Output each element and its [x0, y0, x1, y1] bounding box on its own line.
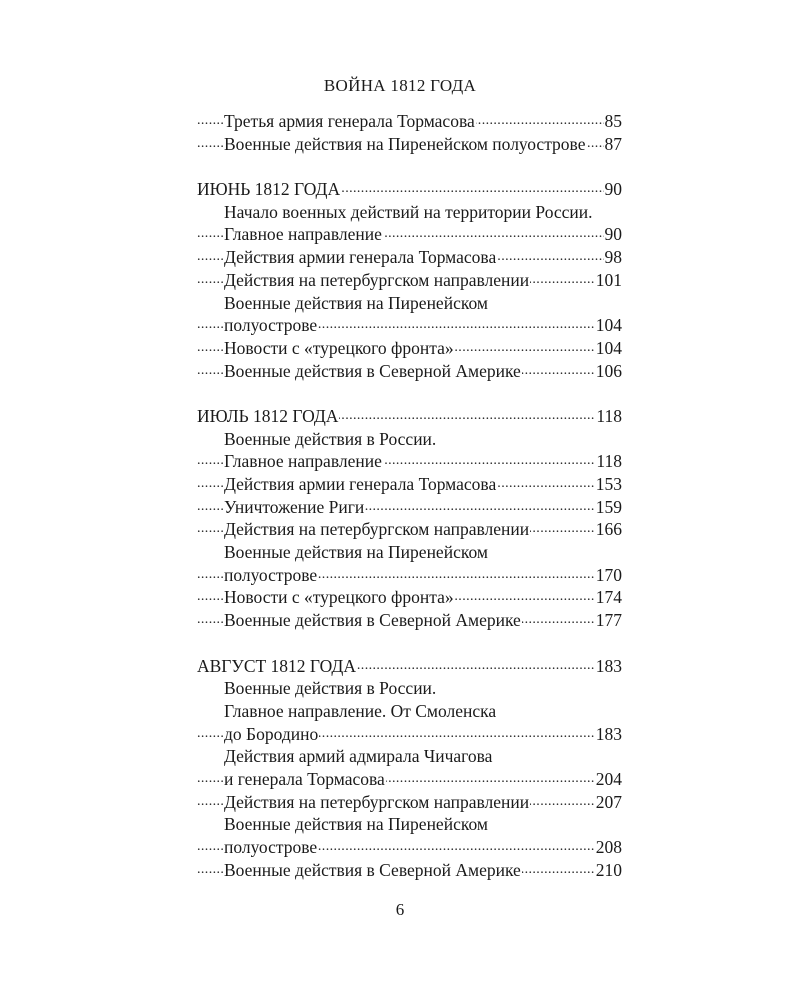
toc-entry-line — [197, 745, 622, 768]
section-page: 118 — [596, 405, 622, 426]
toc-entry-title: Военные действия на Пиренейском — [224, 292, 488, 313]
toc-entry-line — [197, 768, 622, 791]
toc-entry-page: 106 — [595, 360, 622, 381]
toc-entry-page: 98 — [604, 247, 622, 268]
toc-entry-line — [197, 813, 622, 836]
toc-entry-line — [197, 201, 622, 224]
toc-entry-title: Третья армия генерала Тормасова — [224, 111, 475, 131]
toc-entry-line — [197, 110, 622, 133]
section-page: 183 — [595, 655, 622, 676]
toc-entry-line — [197, 541, 622, 564]
toc-entry-line — [197, 859, 622, 882]
toc-entry-page: 118 — [596, 451, 622, 472]
toc-entry-title: Военные действия на Пиренейском полуострове — [224, 133, 586, 154]
toc-entry-page: 104 — [595, 315, 622, 336]
table-of-contents — [197, 110, 622, 881]
toc-entry-page: 177 — [595, 610, 622, 631]
section-title: ИЮНЬ 1812 ГОДА — [197, 179, 341, 200]
toc-entry-line — [197, 518, 622, 541]
running-head: ВОЙНА 1812 ГОДА — [323, 76, 477, 95]
toc-entry-line — [197, 360, 622, 383]
toc-entry-page: 104 — [595, 337, 622, 358]
toc-entry-page: 153 — [595, 474, 622, 494]
toc-section-heading — [197, 655, 622, 678]
toc-entry-line — [197, 791, 622, 814]
toc-section-heading — [197, 178, 622, 201]
toc-entry-page: 87 — [604, 133, 622, 154]
toc-entry-title: Главное направление — [224, 224, 382, 245]
toc-entry-line — [197, 723, 622, 746]
toc-entry-title: Действия армии генерала Тормасова — [224, 474, 497, 494]
toc-section — [197, 405, 622, 632]
toc-entry-title: и генерала Тормасова — [224, 768, 385, 789]
toc-entry-page: 90 — [604, 224, 622, 245]
toc-entry-title: Действия на петербургском направлении — [224, 519, 530, 540]
section-gap — [197, 632, 622, 655]
toc-entry-title: Начало военных действий на территории России. — [224, 201, 593, 222]
toc-entry-page: 207 — [595, 791, 622, 812]
toc-entry-title: Военные действия на Пиренейском — [224, 814, 488, 835]
toc-entry-line — [197, 269, 622, 292]
toc-entry-page: 174 — [595, 587, 622, 608]
toc-entry-title: Действия армий адмирала Чичагова — [224, 746, 493, 767]
toc-entry-line — [197, 836, 622, 859]
toc-entry-title: Главное направление — [224, 451, 382, 472]
toc-entry-title: полуострове — [224, 837, 318, 857]
toc-entry-title: Новости с «турецкого фронта» — [224, 587, 454, 608]
toc-entry-title: Военные действия в Северной Америке — [224, 859, 521, 880]
toc-entry-title: Военные действия в Северной Америке — [224, 360, 521, 381]
toc-entry-title: Новости с «турецкого фронта» — [224, 337, 454, 358]
toc-entry-page: 85 — [604, 111, 622, 131]
toc-entry-page: 210 — [595, 859, 622, 880]
toc-entry-page: 101 — [595, 269, 622, 290]
toc-entry-line — [197, 473, 622, 496]
toc-entry-title: Военные действия в Северной Америке — [224, 610, 521, 631]
toc-entry-title: Действия на петербургском направлении — [224, 269, 530, 290]
toc-entry-title: полуострове — [224, 315, 318, 336]
toc-entry-line — [197, 700, 622, 723]
toc-entry-title: Уничтожение Риги — [224, 496, 365, 517]
toc-entry-line — [197, 677, 622, 700]
toc-entry-title: Военные действия в России. — [224, 428, 437, 449]
toc-entry-line — [197, 337, 622, 360]
toc-entry-page: 170 — [595, 564, 622, 585]
toc-entry-line — [197, 292, 622, 315]
toc-section — [197, 178, 622, 382]
toc-entry-line — [197, 133, 622, 156]
section-title: АВГУСТ 1812 ГОДА — [197, 655, 356, 676]
toc-entry-line — [197, 246, 622, 269]
section-gap — [197, 155, 622, 178]
section-title: ИЮЛЬ 1812 ГОДА — [197, 405, 339, 426]
toc-entry-line — [197, 450, 622, 473]
toc-entry-page: 204 — [595, 768, 622, 789]
toc-entry-title: Военные действия на Пиренейском — [224, 542, 488, 563]
toc-section — [197, 655, 622, 882]
toc-entry-page: 208 — [595, 837, 622, 857]
section-gap — [197, 382, 622, 405]
toc-entry-page: 166 — [595, 519, 622, 540]
toc-entry-title: Главное направление. От Смоленска — [224, 700, 497, 721]
toc-entry-line — [197, 428, 622, 451]
toc-continued-block — [197, 110, 622, 155]
toc-entry-title: Действия армии генерала Тормасова — [224, 247, 497, 268]
toc-entry-page: 159 — [595, 496, 622, 517]
toc-entry-line — [197, 496, 622, 519]
toc-entry-title: до Бородино — [224, 723, 319, 744]
toc-entry-title: Военные действия в России. — [224, 678, 437, 699]
toc-entry-line — [197, 586, 622, 609]
section-page: 90 — [604, 179, 622, 200]
toc-section-heading — [197, 405, 622, 428]
toc-entry-line — [197, 609, 622, 632]
toc-entry-line — [197, 564, 622, 587]
page-number: 6 — [395, 900, 405, 919]
toc-entry-title: Действия на петербургском направлении — [224, 791, 530, 812]
toc-entry-page: 183 — [595, 723, 622, 744]
toc-entry-title: полуострове — [224, 564, 318, 585]
toc-entry-line — [197, 314, 622, 337]
toc-entry-line — [197, 223, 622, 246]
